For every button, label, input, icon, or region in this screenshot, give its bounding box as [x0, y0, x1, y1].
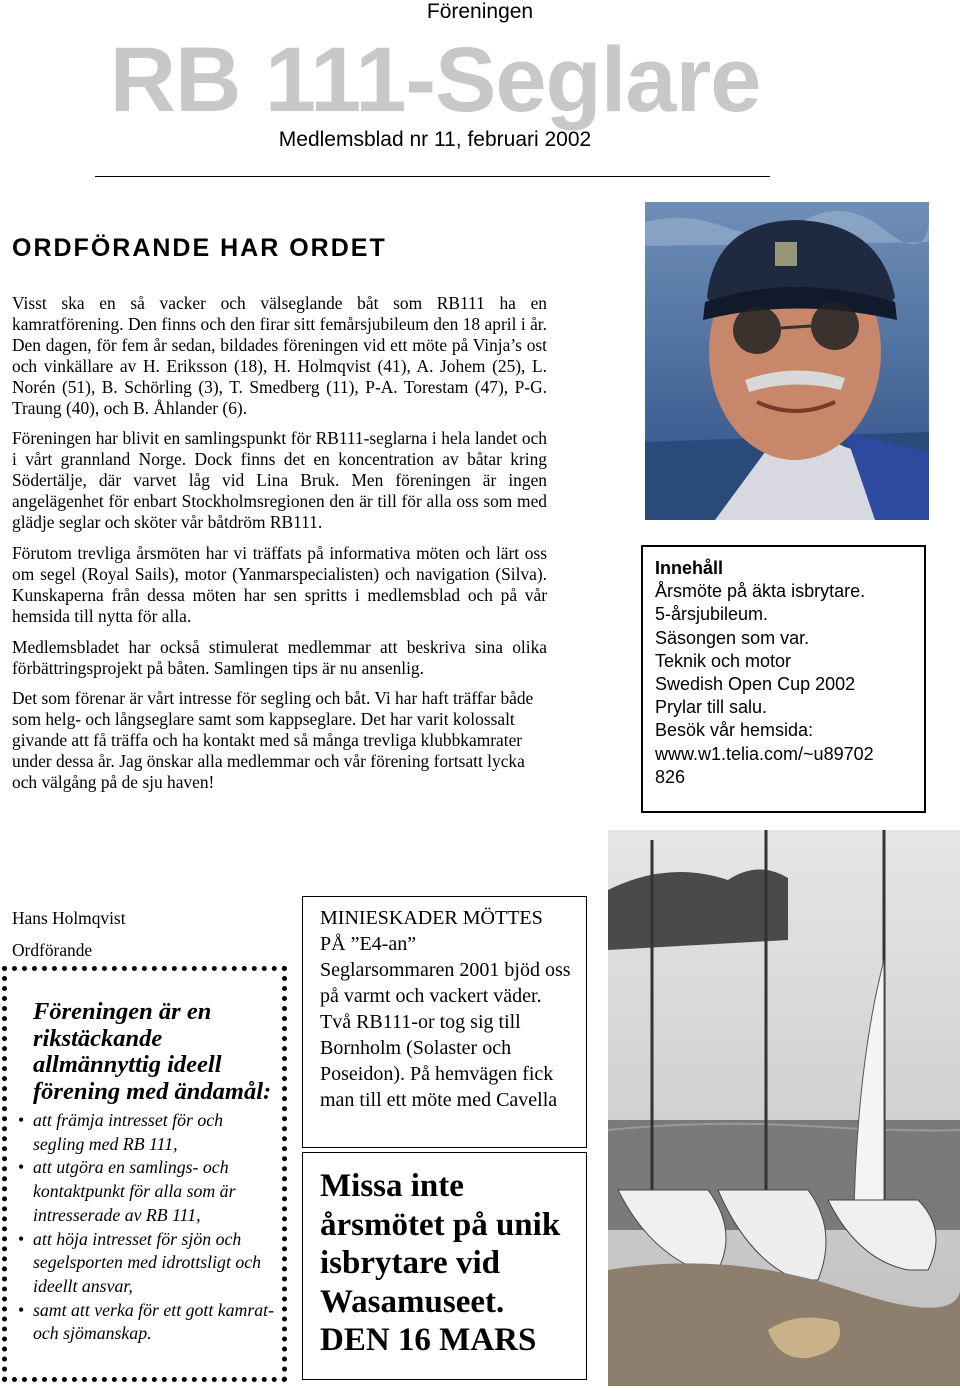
contents-item: Säsongen som var. [655, 627, 810, 648]
purpose-item [18, 1228, 274, 1299]
news-headline-continued: PÅ ”E4-an” [320, 933, 417, 955]
purpose-box [2, 966, 287, 1382]
signature [12, 902, 126, 966]
article-paragraph: Förutom trevliga årsmöten har vi träffats på informativa möten och lärt oss om segel (Royal Sails), motor (Yanmarspecialisten) och navigation (Silva). Kunskaperna från dessa möten har sen spritts i medlemsblad och på vår hemsida till nytta för alla. [12, 542, 547, 626]
bullet-icon: • [18, 1110, 25, 1130]
article-body [12, 293, 547, 793]
purpose-item-text: att utgöra en samlings- och kontaktpunkt för alla som är intresserade av RB 111, [33, 1157, 236, 1225]
masthead-association: Föreningen [426, 0, 534, 23]
news-box [302, 896, 587, 1148]
contents-item: Swedish Open Cup 2002 [655, 674, 856, 695]
contents-item: Teknik och motor [655, 650, 792, 671]
masthead-title: RB 111-Seglare [109, 29, 761, 131]
chairman-portrait-photo [645, 202, 929, 520]
purpose-item-text: samt att verka för ett gott kamrat- och sjömanskap. [33, 1299, 275, 1344]
article-paragraph: Medlemsbladet har också stimulerat medlemmar att beskriva sina olika förbättringsprojekt på båten. Samlingen tips är nu ansenlig. [12, 636, 547, 678]
boats-illustration [608, 830, 960, 1386]
purpose-list [18, 1109, 275, 1346]
purpose-title: Föreningen är en rikstäckande allmännyttig ideell förening med ändamål: [33, 998, 272, 1105]
news-headline: MINIESKADER MÖTTES [320, 907, 543, 929]
portrait-illustration [645, 202, 929, 520]
article-paragraph: Visst ska en så vacker och välseglande båt som RB111 ha en kamratförening. Den finns och den firar sitt femårsjubileum den 18 april i år. Den dagen, för fem år sedan, bildades föreningen vid ett möte på Vinja’s ost och vinkällare av H. Eriksson (18), H. Holmqvist (41), A. Johem (25), L. Norén (51), B. Schörling (3), T. Smedberg (11), P-A. Torestam (47), P-G. Traung (40), och B. Åhlander (6). [12, 293, 547, 418]
purpose-item [18, 1156, 274, 1227]
masthead-rule [95, 176, 770, 177]
purpose-item [18, 1109, 274, 1156]
issue-line: Medlemsblad nr 11, februari 2002 [278, 128, 592, 151]
contents-item: Besök vår hemsida: [655, 720, 814, 741]
bullet-icon: • [18, 1228, 25, 1249]
purpose-item-text: att främja intresset för och segling med RB 111, [33, 1110, 223, 1154]
article-paragraph: Det som förenar är vårt intresse för segling och båt. Vi har haft träffar både som helg- och långseglare samt som kappseglare. Det har varit kolossalt givande att få träffa och ha kontakt med så många trevliga klubbkamrater under dessa år. Jag önskar alla medlemmar och vår förening fortsatt lycka och välgång på de sju haven! [12, 688, 534, 793]
article-paragraph: Föreningen har blivit en samlingspunkt för RB111-seglarna i hela landet och i vårt grannland Norge. Dock finns det en koncentration av båtar kring Södertälje, där varvet låg vid Lina Bruk. Men föreningen är ingen angelägenhet för enbart Stockholmsregionen den är till för alla oss som med glädje seglar och sköter vår båtdröm RB111. [12, 428, 547, 533]
purpose-item [18, 1299, 275, 1346]
article-heading: ORDFÖRANDE HAR ORDET [12, 234, 387, 262]
contents-item: Prylar till salu. [655, 697, 768, 718]
contents-heading: Innehåll [655, 558, 724, 578]
website-link-continued: 826 [655, 766, 686, 787]
news-text: Seglarsommaren 2001 bjöd oss på varmt och vackert väder. Två RB111-or tog sig till Bornholm (Solaster och Poseidon). På hemvägen fick man till ett möte med Cavella [320, 959, 571, 1111]
contents-item: 5-årsjubileum. [655, 604, 769, 625]
bullet-icon: • [18, 1157, 25, 1178]
contents-box [641, 545, 926, 813]
annual-meeting-notice [302, 1152, 587, 1380]
website-link[interactable]: www.w1.telia.com/~u89702 [655, 743, 874, 764]
purpose-item-text: att höja intresset för sjön och segelsporten med idrottsligt och ideellt ansvar, [33, 1228, 262, 1296]
signature-name: Hans Holmqvist [12, 908, 126, 928]
annual-meeting-text: Missa inte årsmötet på unik isbrytare vid Wasamuseet. DEN 16 MARS [320, 1168, 561, 1358]
contents-item: Årsmöte på äkta isbrytare. [655, 581, 866, 602]
sailboats-photo [608, 830, 960, 1386]
bullet-icon: • [18, 1299, 25, 1320]
signature-role: Ordförande [12, 940, 93, 960]
